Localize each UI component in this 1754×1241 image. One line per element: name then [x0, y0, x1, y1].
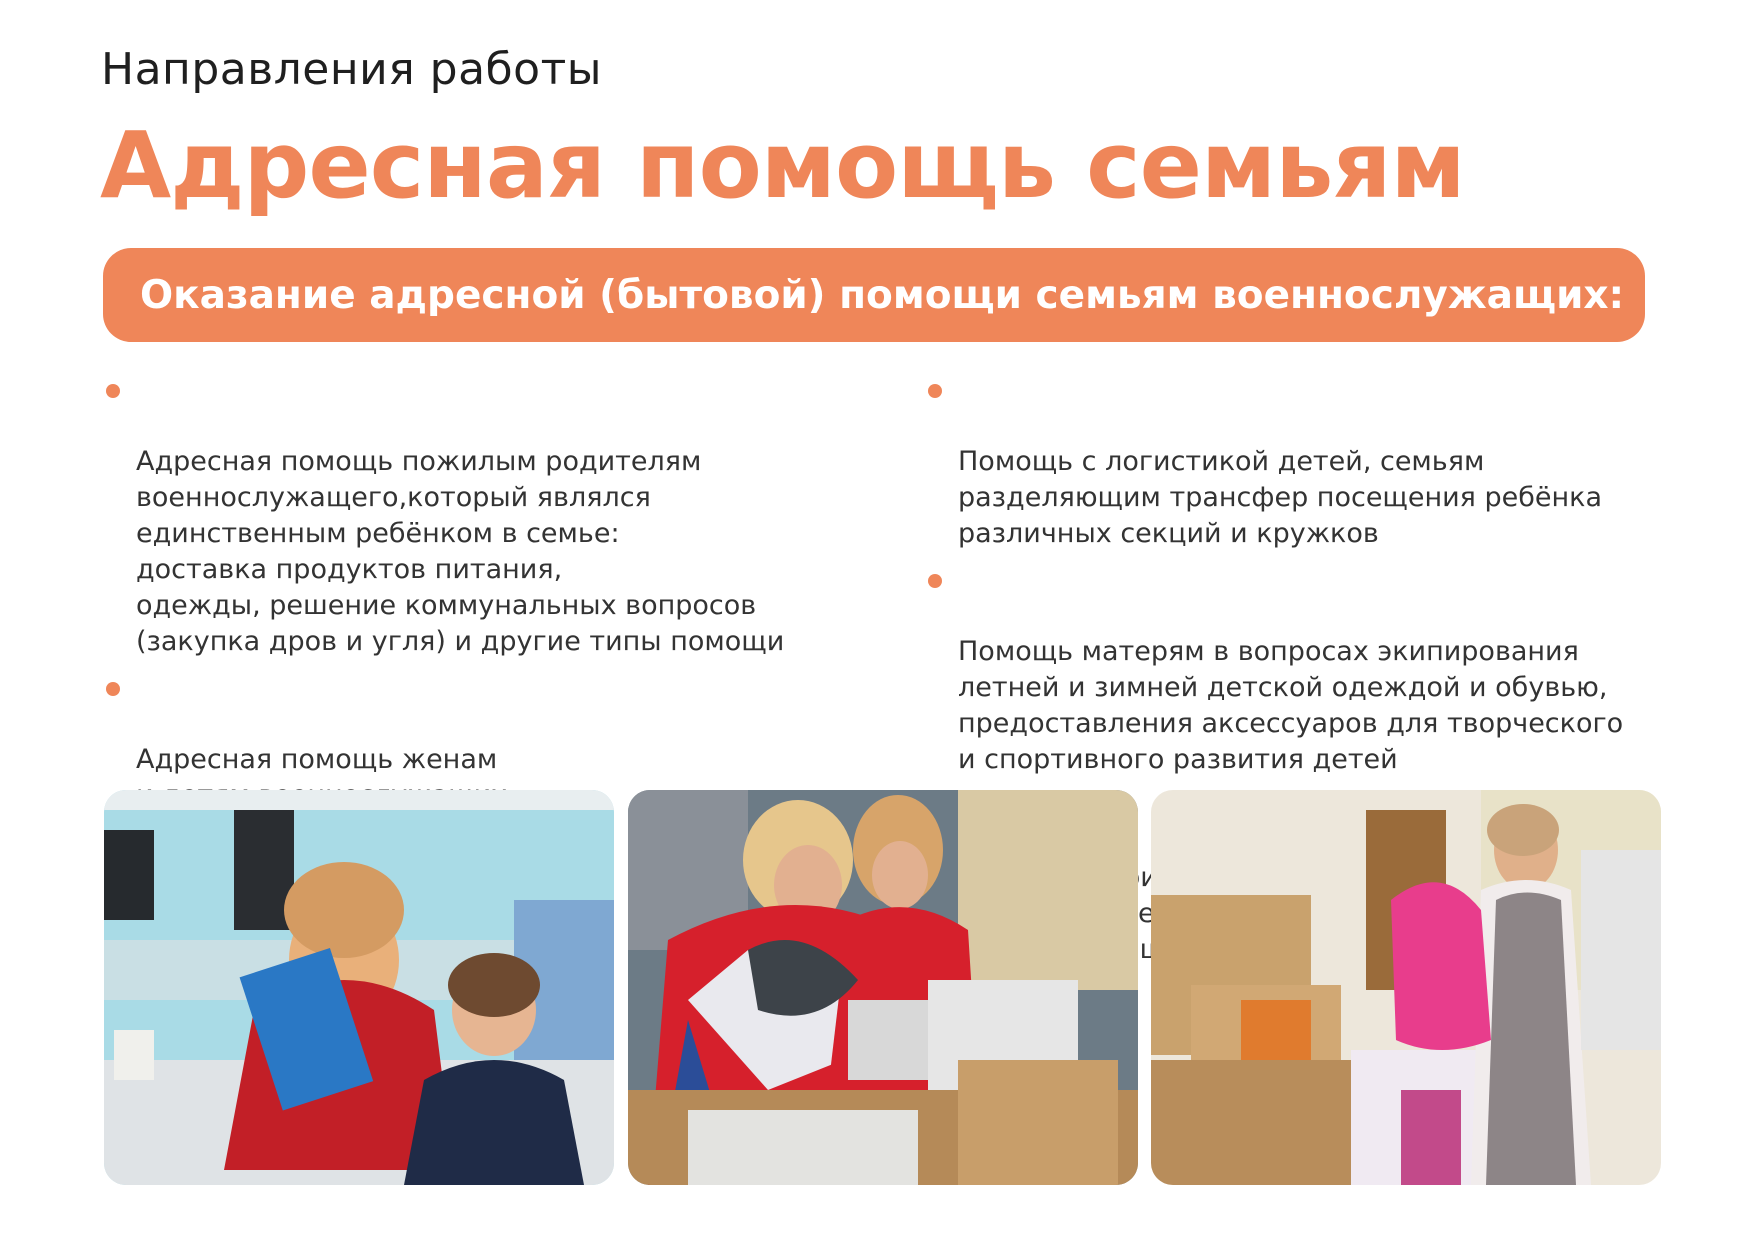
bullet-dot-icon — [106, 682, 120, 696]
left-column — [102, 372, 802, 824]
list-item — [102, 372, 802, 660]
bullet-dot-icon — [928, 574, 942, 588]
subtitle-banner — [103, 248, 1645, 342]
list-item-text: Адресная помощь женам — [136, 744, 498, 775]
left-list — [102, 372, 802, 814]
banner-text: Оказание адресной (бытовой) помощи семьям военнослужащих: — [140, 272, 1625, 318]
bullet-dot-icon — [106, 384, 120, 398]
section-label: Направления работы — [101, 44, 602, 95]
page-title: Адресная помощь семьям — [100, 112, 1465, 219]
photo-clothing-aid — [1151, 790, 1661, 1185]
list-item-text: Помощь с логистикой детей, семьям разделяющим трансфер посещения ребёнка различных секций и кружков — [958, 446, 1603, 549]
bullet-dot-icon — [928, 384, 942, 398]
list-item — [924, 372, 1654, 552]
list-item-text: Помощь матерям в вопросах экипирования летней и зимней детской одеждой и обувью, предоставления аксессуаров для творческого и спортивного развития детей — [958, 636, 1624, 775]
list-item-text: Адресная помощь пожилым родителям военнослужащего,который являлся единственным ребёнком в семье: доставка продуктов питания, одежды, решение коммунальных вопросов (закупка дров и угля) и другие типы помощи — [136, 446, 785, 657]
list-item — [924, 562, 1654, 778]
photo-volunteers — [628, 790, 1138, 1185]
photo-tutoring — [104, 790, 614, 1185]
